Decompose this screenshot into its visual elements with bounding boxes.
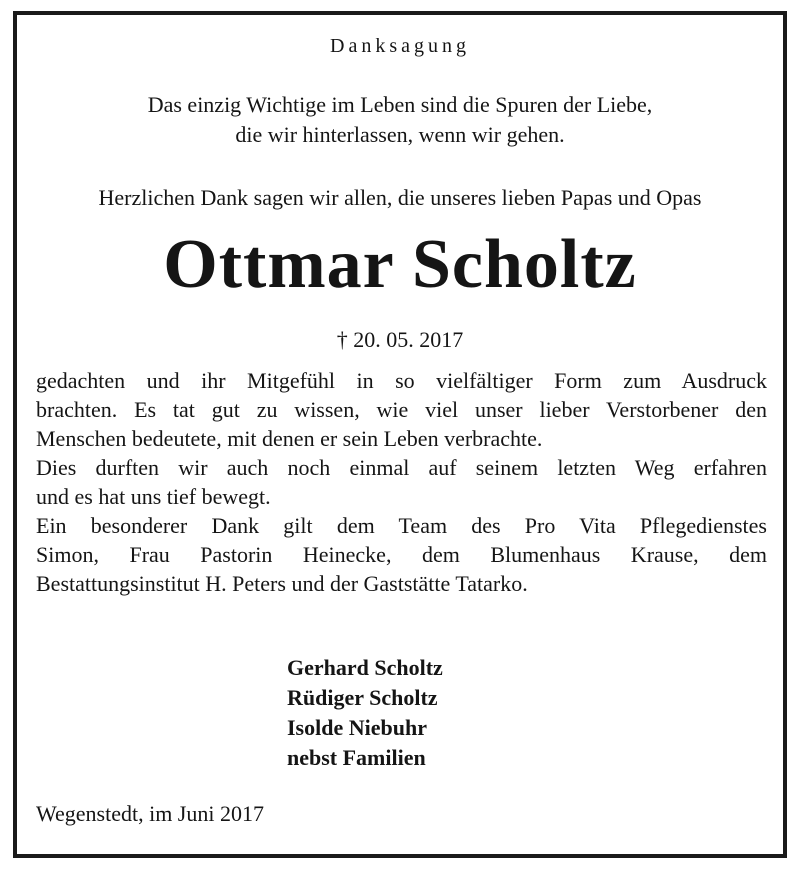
body-line: Bestattungsinstitut H. Peters und der Gaststätte Tatarko. (36, 571, 528, 596)
signatory: Gerhard Scholtz (287, 655, 443, 680)
signatory: Rüdiger Scholtz (287, 685, 438, 710)
signatories (287, 653, 443, 773)
quote-line-1: Das einzig Wichtige im Leben sind die Spuren der Liebe, (147, 92, 653, 117)
thanks-body (36, 366, 767, 598)
body-line: Simon, Frau Pastorin Heinecke, dem Blumenhaus Krause, dem (36, 542, 767, 567)
place-date: Wegenstedt, im Juni 2017 (36, 801, 264, 826)
deceased-name: Ottmar Scholtz (163, 226, 637, 303)
quote-line-2: die wir hinterlassen, wenn wir gehen. (235, 122, 565, 147)
death-date: † 20. 05. 2017 (336, 327, 464, 352)
notice-heading: Danksagung (330, 35, 470, 57)
signatory: Isolde Niebuhr (287, 715, 427, 740)
body-line: und es hat uns tief bewegt. (36, 484, 271, 509)
body-line: Dies durften wir auch noch einmal auf seinem letzten Weg erfahren (36, 455, 767, 480)
body-line: gedachten und ihr Mitgefühl in so vielfältiger Form zum Ausdruck (36, 368, 767, 393)
notice-frame (13, 11, 787, 858)
signatory: nebst Familien (287, 745, 426, 770)
body-line: Menschen bedeutete, mit denen er sein Leben verbrachte. (36, 426, 543, 451)
body-line: brachten. Es tat gut zu wissen, wie viel unser lieber Verstorbener den (36, 397, 767, 422)
intro-text: Herzlichen Dank sagen wir allen, die unseres lieben Papas und Opas (98, 185, 702, 210)
body-line: Ein besonderer Dank gilt dem Team des Pro Vita Pflegedienstes (36, 513, 767, 538)
